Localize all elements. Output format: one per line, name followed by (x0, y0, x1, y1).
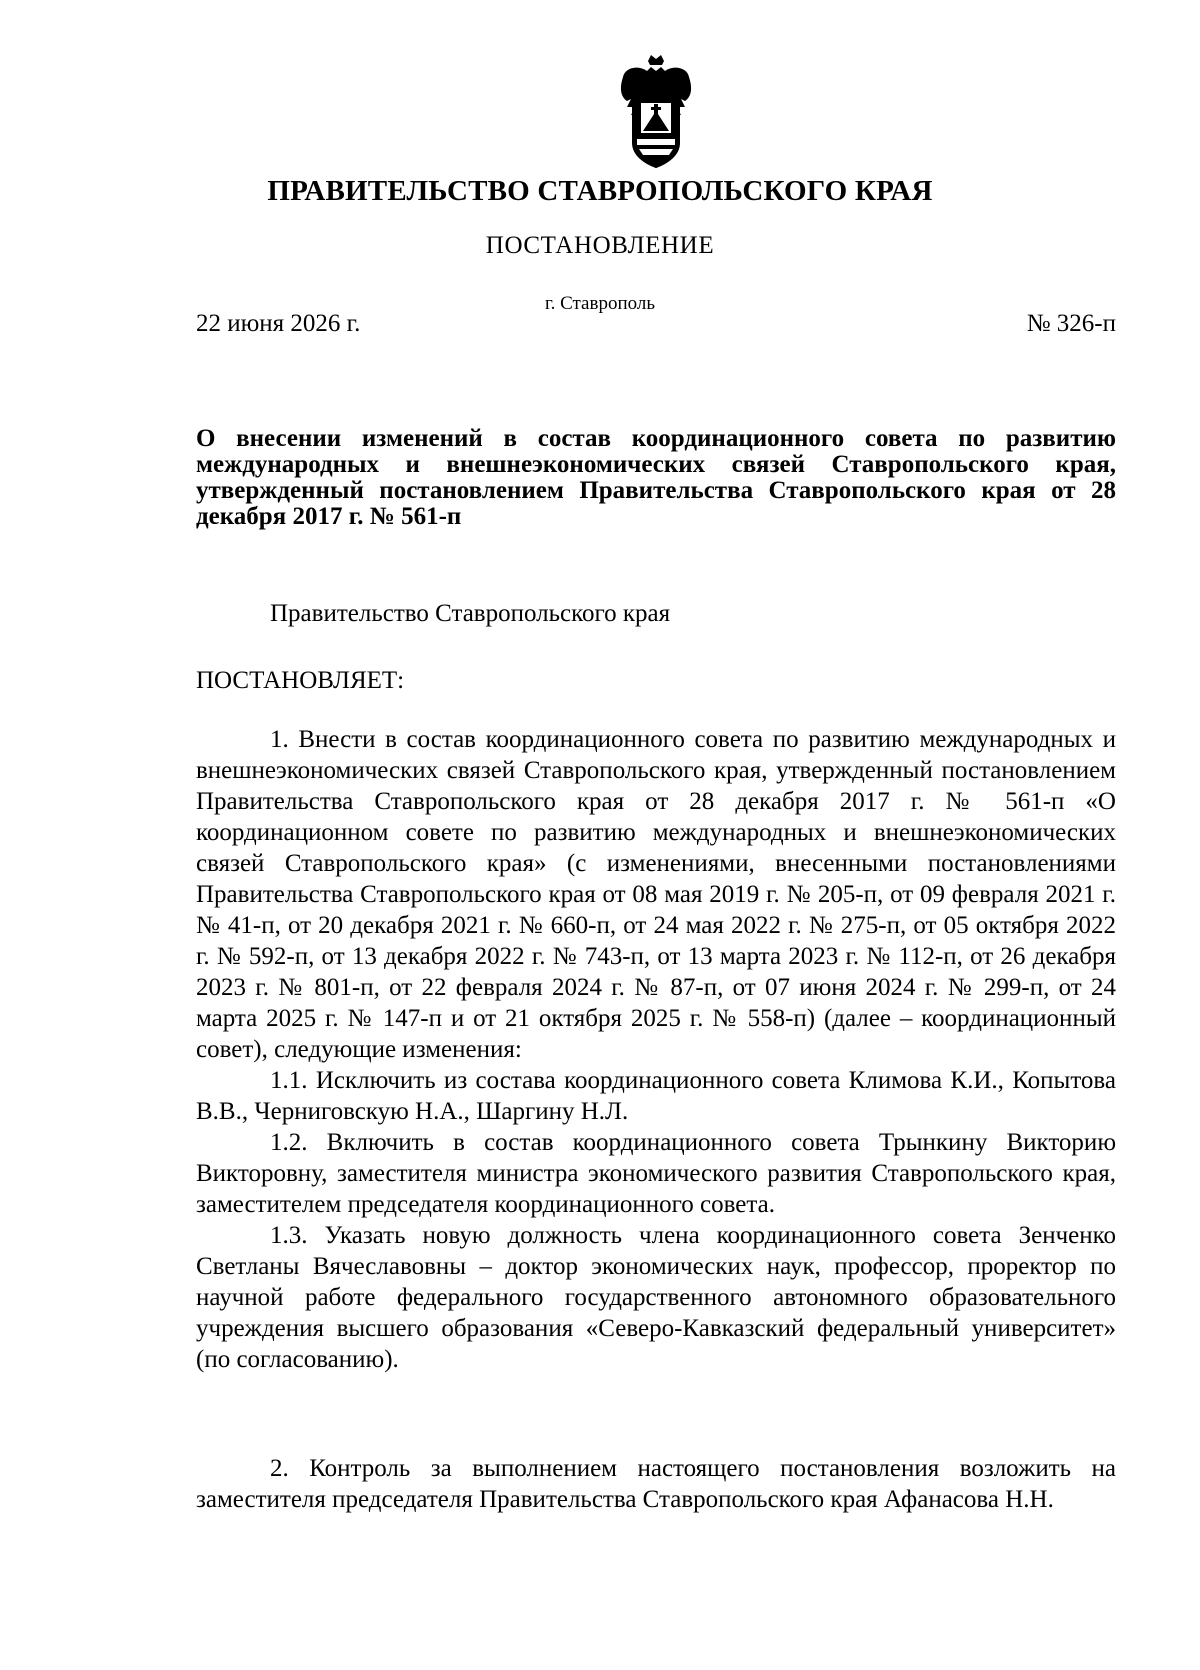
item-1-2: 1.2. Включить в состав координационного совета Трынкину Викторию Викторовну, заместителя министра экономического развития Ставропольского края, заместителем председателя координационного совета. (196, 1129, 1116, 1218)
government-title: ПРАВИТЕЛЬСТВО СТАВРОПОЛЬСКОГО КРАЯ (267, 175, 933, 207)
preamble-government: Правительство Ставропольского края (270, 600, 671, 627)
resolution-item-2-block (196, 1453, 1116, 1515)
stavropol-coat-of-arms-icon (615, 55, 697, 170)
resolution-items-block (196, 724, 1116, 1375)
item-2: 2. Контроль за выполнением настоящего постановления возложить на заместителя председателя Правительства Ставропольского края Афанасова Н.Н. (196, 1455, 1116, 1513)
item-1-3: 1.3. Указать новую должность члена координационного совета Зенченко Светланы Вячеславовны – доктор экономических наук, профессор, проректор по научной работе федерального государственного автономного образовательного учреждения высшего образования «Северо-Кавказский федеральный университет» (по согласованию). (196, 1222, 1116, 1373)
document-type: ПОСТАНОВЛЕНИЕ (485, 232, 715, 259)
document-number: № 326-п (1026, 310, 1116, 337)
item-1-1: 1.1. Исключить из состава координационного совета Климова К.И., Копытова В.В., Черниговскую Н.А., Шаргину Н.Л. (196, 1067, 1116, 1125)
document-subject: О внесении изменений в состав координационного совета по развитию международных и внешнеэкономических связей Ставропольского края, утвержденный постановлением Правительства Ставропольского края от 28 декабря 2017 г. № 561-п (196, 425, 1116, 530)
item-1: 1. Внести в состав координационного совета по развитию международных и внешнеэкономических связей Ставропольского края, утвержденный постановлением Правительства Ставропольского края от 28 декабря 2017 г. № 561-п «О координационном совете по развитию международных и внешнеэкономических связей Ставропольского края» (с изменениями, внесенными постановлениями Правительства Ставропольского края от 08 мая 2019 г. № 205-п, от 09 февраля 2021 г. № 41-п, от 20 декабря 2021 г. № 660-п, от 24 мая 2022 г. № 275-п, от 05 октября 2022 г. № 592-п, от 13 декабря 2022 г. № 743-п, от 13 марта 2023 г. № 112-п, от 26 декабря 2023 г. № 801-п, от 22 февраля 2024 г. № 87-п, от 07 июня 2024 г. № 299-п, от 24 марта 2025 г. № 147-п и от 21 октября 2025 г. № 558-п) (далее – координационный совет), следующие изменения: (196, 726, 1116, 1063)
preamble-decree: ПОСТАНОВЛЯЕТ: (196, 667, 405, 694)
document-date: 22 июня 2026 г. (196, 310, 361, 337)
city-label: г. Ставрополь (544, 293, 656, 314)
